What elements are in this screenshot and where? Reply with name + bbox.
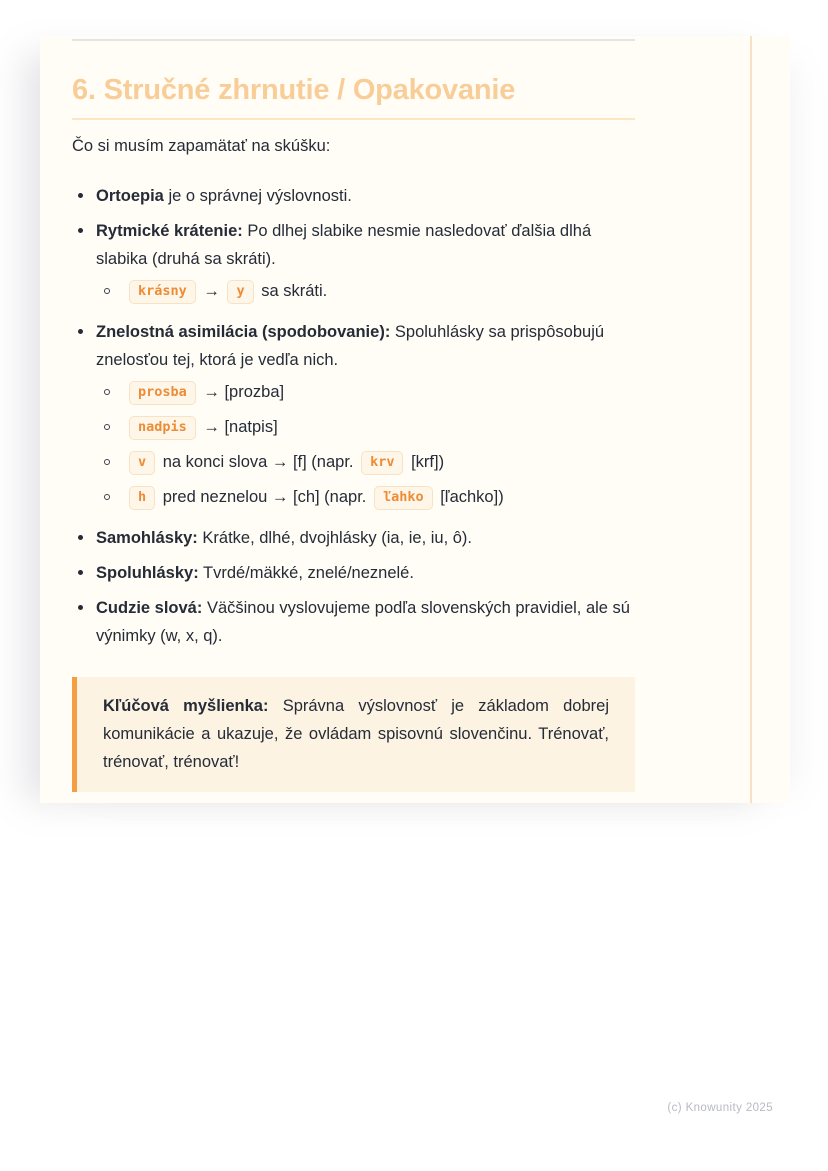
bullet-dot-icon: [78, 329, 83, 334]
list-item-spoluhlasky: [72, 559, 635, 587]
sub-tail: → [natpis]: [203, 418, 278, 436]
intro-text: Čo si musím zapamätať na skúšku:: [72, 137, 331, 155]
bullet-marker: [72, 217, 96, 311]
sub-tail: → [prozba]: [203, 383, 285, 401]
heading-underline: [72, 118, 635, 120]
copyright-footer: (c) Knowunity 2025: [667, 1102, 773, 1114]
sub-item-text: [126, 447, 635, 477]
list-item-ortoepia: [72, 182, 635, 210]
bullet-dot-icon: [78, 228, 83, 233]
page-margin-line: [750, 36, 752, 803]
list-item-text: [96, 524, 635, 552]
sub-item-text: [126, 377, 635, 407]
list-item-text: [96, 182, 635, 210]
sub-item-prosba: [104, 377, 635, 407]
key-idea-callout: [72, 677, 635, 792]
summary-list: [72, 182, 635, 650]
list-item-asimilacia: [72, 318, 635, 517]
term-kratenie: Rytmické krátenie:: [96, 222, 243, 240]
bullet-marker: [72, 318, 96, 517]
notes-page: [40, 36, 790, 803]
code-chip-krv: krv: [361, 451, 403, 475]
text-kratenie: Po dlhej slabike nesmie nasledovať ďalšia dlhá slabika (druhá sa skráti).: [96, 222, 592, 268]
bullet-dot-icon: [78, 193, 83, 198]
circle-bullet-icon: [104, 459, 110, 465]
sub-item-v: [104, 447, 635, 477]
circle-marker: [104, 447, 126, 477]
circle-bullet-icon: [104, 424, 110, 430]
top-divider: [72, 39, 635, 41]
list-item-samohlasky: [72, 524, 635, 552]
code-chip-nadpis: nadpis: [129, 416, 196, 440]
circle-marker: [104, 377, 126, 407]
arrow-glyph: →: [203, 282, 220, 300]
bullet-marker: [72, 594, 96, 650]
code-chip-krasny: krásny: [129, 280, 196, 304]
list-item-text: [96, 594, 635, 650]
circle-marker: [104, 276, 126, 306]
code-chip-h: h: [129, 486, 155, 510]
circle-bullet-icon: [104, 288, 110, 294]
bullet-marker: [72, 524, 96, 552]
callout-body: Správna výslovnosť je základom dobrej komunikácie a ukazuje, že ovládam spisovnú slovenčinu. Trénovať, trénovať, trénovať!: [103, 697, 609, 771]
code-chip-prosba: prosba: [129, 381, 196, 405]
bullet-dot-icon: [78, 570, 83, 575]
callout-term: Kľúčová myšlienka:: [103, 697, 269, 715]
sub-item-text: [126, 482, 635, 512]
term-spoluhlasky: Spoluhlásky:: [96, 564, 199, 582]
bullet-dot-icon: [78, 605, 83, 610]
bullet-marker: [72, 182, 96, 210]
text-asimilacia: Spoluhlásky sa prispôsobujú znelosťou tej, ktorá je vedľa nich.: [96, 323, 605, 369]
circle-marker: [104, 412, 126, 442]
sub-tail: [krf]): [411, 453, 445, 471]
code-chip-v: v: [129, 451, 155, 475]
bullet-dot-icon: [78, 535, 83, 540]
list-item-kratenie: [72, 217, 635, 311]
section-heading: 6. Stručné zhrnutie / Opakovanie: [72, 74, 516, 106]
circle-bullet-icon: [104, 494, 110, 500]
bullet-marker: [72, 559, 96, 587]
circle-marker: [104, 482, 126, 512]
text-spoluhlasky: Tvrdé/mäkké, znelé/neznelé.: [203, 564, 414, 582]
sub-item-text: [126, 412, 635, 442]
list-item-cudzie: [72, 594, 635, 650]
sub-item-nadpis: [104, 412, 635, 442]
sub-tail: sa skráti.: [261, 282, 328, 300]
sub-mid: na konci slova → [f] (napr.: [162, 453, 354, 471]
list-item-text: [96, 217, 635, 311]
term-cudzie: Cudzie slová:: [96, 599, 203, 617]
list-item-text: [96, 559, 635, 587]
callout-text: [103, 692, 609, 776]
code-chip-y: y: [227, 280, 253, 304]
sub-item-h: [104, 482, 635, 512]
text-cudzie: Väčšinou vyslovujeme podľa slovenských pravidiel, ale sú výnimky (w, x, q).: [96, 599, 630, 645]
term-asimilacia: Znelostná asimilácia (spodobovanie):: [96, 323, 391, 341]
list-item-text: [96, 318, 635, 517]
sub-item-text: [126, 276, 635, 306]
term-samohlasky: Samohlásky:: [96, 529, 198, 547]
code-chip-lahko: ľahko: [374, 486, 433, 510]
sub-item-krasny: [104, 276, 635, 306]
sub-tail: [ľachko]): [440, 488, 504, 506]
text-ortoepia: je o správnej výslovnosti.: [168, 187, 352, 205]
sub-mid: pred neznelou → [ch] (napr.: [162, 488, 367, 506]
circle-bullet-icon: [104, 389, 110, 395]
term-ortoepia: Ortoepia: [96, 187, 164, 205]
sub-list-asimilacia: [96, 377, 635, 512]
text-samohlasky: Krátke, dlhé, dvojhlásky (ia, ie, iu, ô).: [202, 529, 473, 547]
sub-list-kratenie: [96, 276, 635, 306]
